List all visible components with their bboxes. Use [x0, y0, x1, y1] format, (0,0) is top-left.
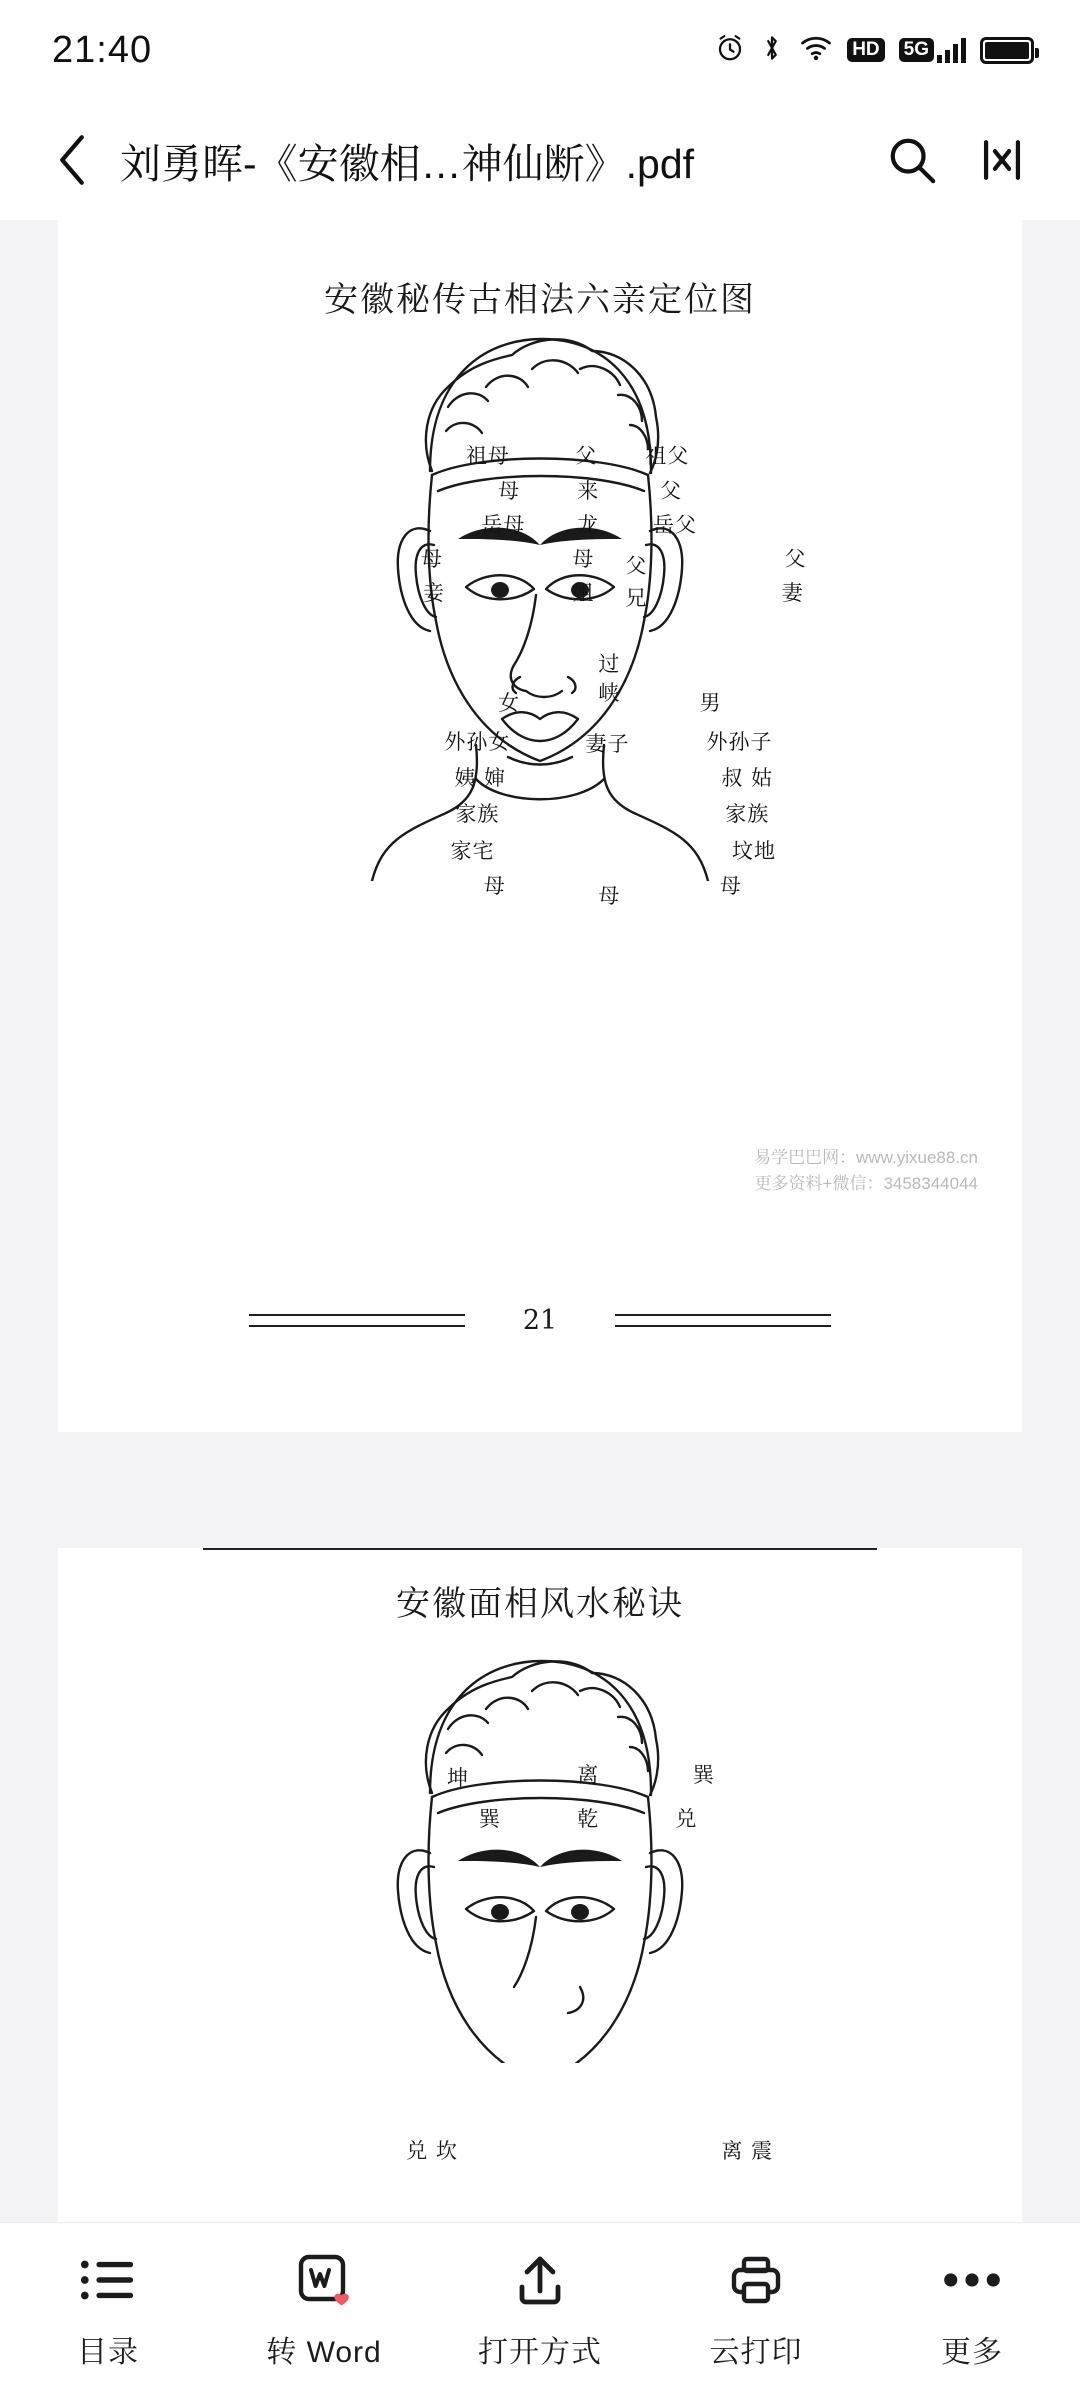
toolbar-label-open-with: 打开方式 [478, 2336, 602, 2369]
face-label: 父 [575, 443, 598, 468]
face-label: 父 [625, 553, 648, 578]
print-icon [730, 2249, 782, 2311]
document-heading: 安徽秘传古相法六亲定位图 [324, 280, 756, 320]
face-label: 母 [421, 546, 444, 571]
word-icon [296, 2249, 352, 2311]
face-label: 外孙女 [444, 730, 511, 754]
face-diagram-six-relatives [58, 321, 1022, 908]
face-label: 岳母 [481, 513, 526, 538]
face-label: 女 [498, 690, 521, 715]
face-label: 兑 [675, 1806, 698, 1831]
face-label: 峡 [598, 681, 621, 706]
face-label: 母 [572, 546, 595, 571]
document-viewer[interactable] [0, 220, 1080, 2222]
face-label: 妻子 [585, 732, 630, 757]
face-label: 兄 [625, 586, 648, 611]
face-label: 乾 [577, 1806, 600, 1831]
face-label: 姐 [572, 581, 595, 606]
face-label: 母 [598, 884, 621, 908]
face-label: 母 [483, 874, 506, 899]
fit-width-button[interactable] [964, 122, 1040, 198]
face-label: 祖父 [645, 443, 690, 468]
face-label: 父 [784, 546, 807, 571]
app-header [0, 100, 1080, 220]
face-label: 过 [598, 651, 621, 676]
face-label: 外孙子 [706, 730, 773, 754]
page-title: 刘勇晖-《安徽相…神仙断》.pdf [120, 140, 695, 187]
toolbar-item-open-with[interactable] [440, 2249, 640, 2371]
document-heading-2: 安徽面相风水秘诀 [396, 1584, 684, 1624]
status-time: 21:40 [52, 28, 153, 71]
status-icon-group [715, 33, 1034, 68]
search-icon [887, 135, 937, 185]
pdf-page-2 [58, 1548, 1022, 2222]
toolbar-item-to-word[interactable] [224, 2249, 424, 2371]
5g-icon: 5G [899, 37, 966, 63]
back-button[interactable] [44, 126, 100, 194]
face-label: 家族 [725, 801, 770, 826]
page-separator [58, 1432, 1022, 1460]
search-button[interactable] [874, 122, 950, 198]
wifi-icon [799, 33, 833, 68]
toolbar-item-more[interactable] [872, 2249, 1072, 2371]
footer-rule-right [615, 1314, 831, 1327]
toolbar-label-catalog: 目录 [77, 2336, 139, 2369]
bluetooth-icon [759, 33, 785, 68]
page-number: 21 [522, 1305, 558, 1336]
face-label: 坤 [447, 1766, 470, 1791]
face-label: 母 [498, 478, 521, 503]
status-bar [0, 0, 1080, 100]
share-icon [515, 2249, 565, 2311]
face-label: 龙 [577, 513, 600, 538]
face-label: 妾 [422, 581, 445, 606]
face-label: 岳父 [652, 513, 697, 538]
face-label: 离 [577, 1763, 600, 1788]
alarm-icon [715, 33, 745, 68]
chevron-left-icon [57, 134, 87, 186]
face-label: 巽 [692, 1763, 715, 1788]
list-icon [79, 2249, 137, 2311]
face-label: 姨 婶 [454, 766, 507, 791]
face-label: 巽 [478, 1806, 501, 1831]
face-label: 妻 [781, 581, 804, 606]
face-diagram-bagua [58, 1643, 1022, 2203]
battery-icon [980, 37, 1034, 64]
more-icon [943, 2249, 1001, 2311]
face-label: 父 [660, 478, 683, 503]
face-label: 叔 姑 [721, 766, 774, 791]
footer-rule-left [249, 1314, 465, 1327]
toolbar-label-more: 更多 [941, 2336, 1003, 2369]
signal-icon [937, 37, 966, 63]
bottom-toolbar [0, 2222, 1080, 2400]
face-label: 兑 坎 [406, 2138, 458, 2163]
face-label: 母 [719, 874, 742, 899]
toolbar-item-catalog[interactable] [8, 2249, 208, 2371]
face-label: 家族 [455, 801, 500, 826]
face-label: 男 [699, 690, 722, 715]
page-footer [58, 1305, 1022, 1336]
pdf-page-1 [58, 220, 1022, 1432]
face-label: 离 震 [721, 2138, 774, 2163]
face-label: 坟地 [732, 839, 776, 864]
fit-width-icon [979, 137, 1025, 183]
hd-icon: HD [847, 38, 884, 63]
face-label: 祖母 [465, 443, 510, 468]
toolbar-label-to-word: 转 Word [266, 2336, 382, 2369]
toolbar-label-cloud-print: 云打印 [709, 2336, 803, 2369]
face-label: 家宅 [450, 839, 495, 864]
toolbar-item-cloud-print[interactable] [656, 2249, 856, 2371]
watermark: 易学巴巴网：www.yixue88.cn 更多资料+微信：3458344044 [754, 1148, 978, 1193]
face-label: 来 [577, 478, 600, 503]
